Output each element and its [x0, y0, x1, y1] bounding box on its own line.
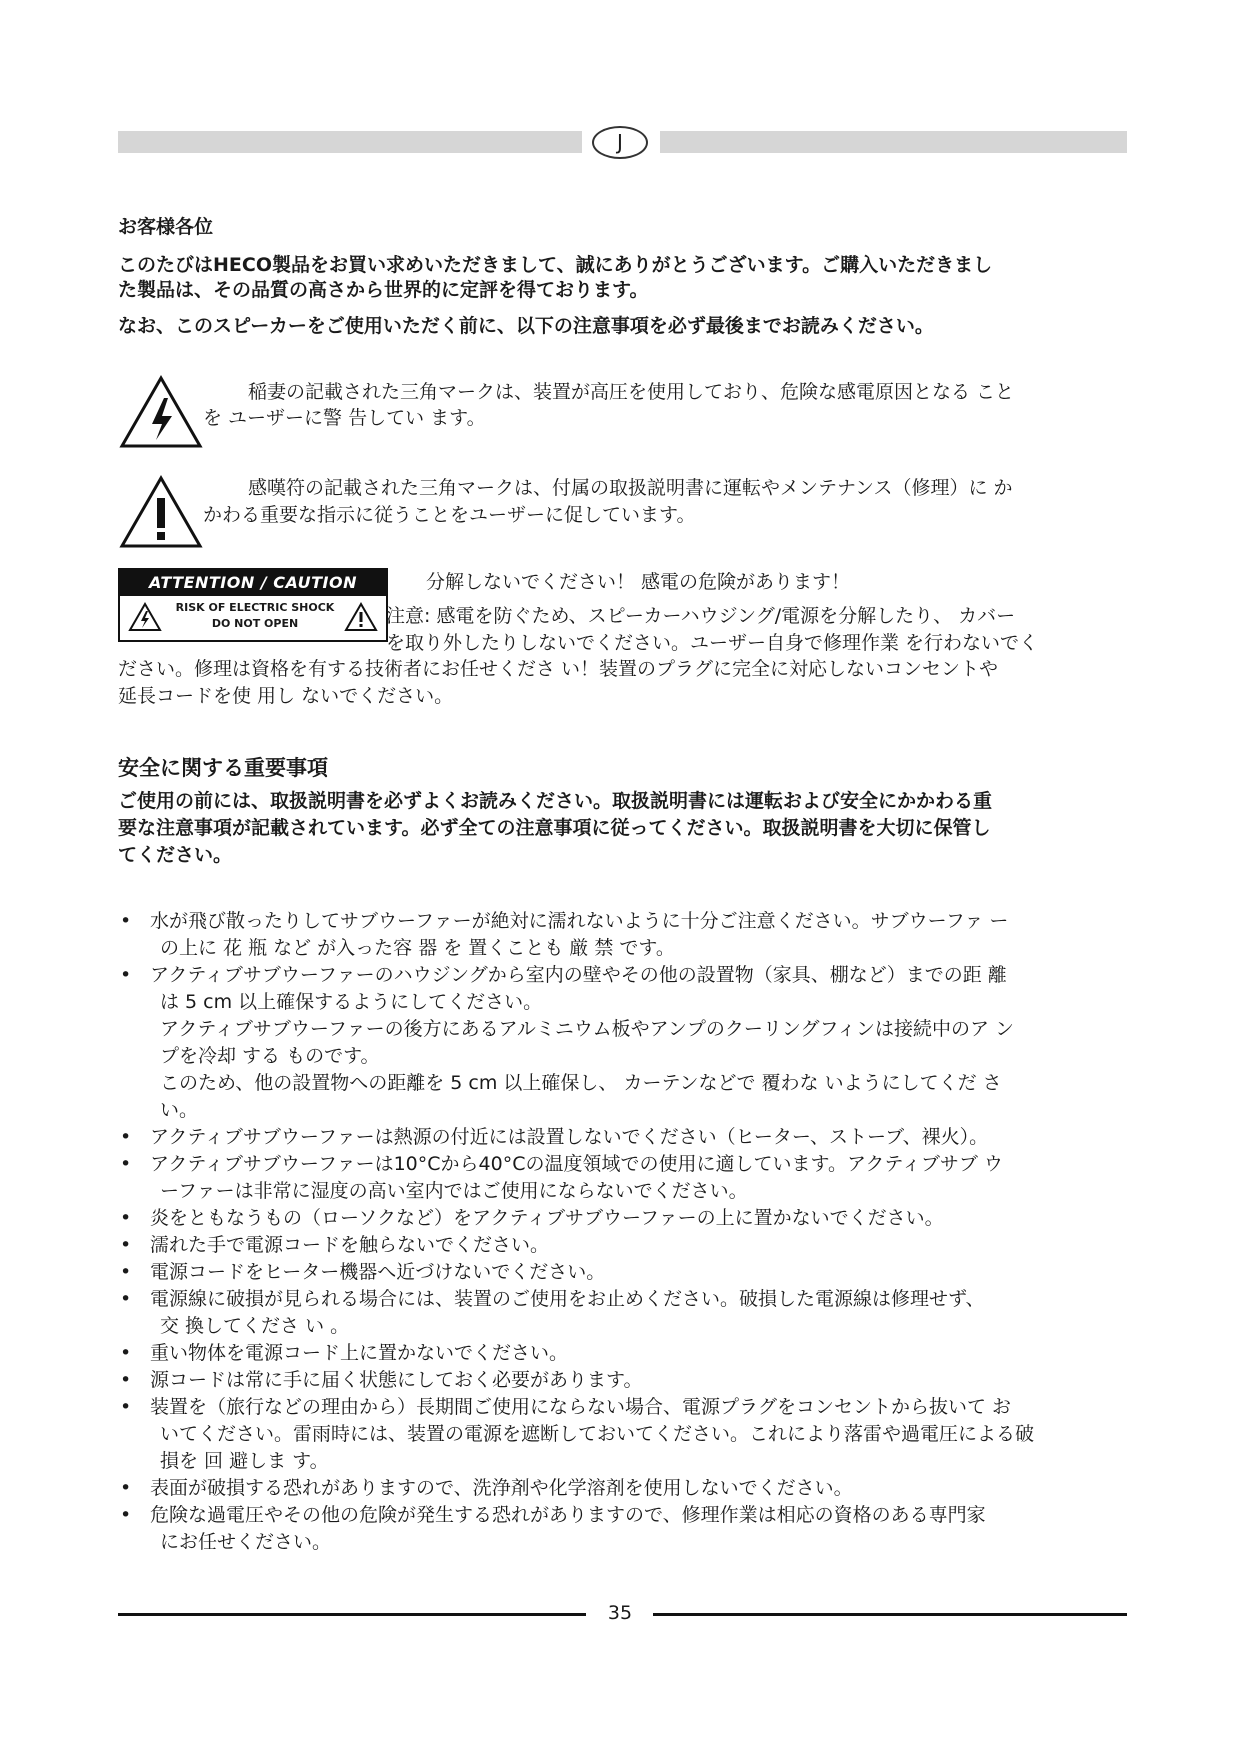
- caution-text-a: 分解しないでください！ 感電の危険があります！: [426, 571, 851, 593]
- greeting: お客様各位: [118, 216, 214, 238]
- safety-bullet-item: [118, 962, 1158, 1124]
- caution-label-title: ATTENTION / CAUTION: [120, 570, 386, 596]
- safety-lead-c: てください。: [118, 844, 233, 866]
- bullet-line: • 炎をともなうもの（ローソクなど）をアクティブサブウーファーの上に置かないでください。: [150, 1207, 944, 1229]
- footer-rule-left: [118, 1613, 586, 1616]
- safety-bullet-list: [118, 908, 1158, 1556]
- exclamation-text-a: 感嘆符の記載された三角マークは、付属の取扱説明書に運転やメンテナンス（修理）に か: [248, 477, 1013, 499]
- safety-bullet-item: [118, 1475, 1158, 1502]
- bullet-line: • 装置を（旅行などの理由から）長期間ご使用にならない場合、電源プラグをコンセントから抜いて お: [150, 1396, 1012, 1418]
- bullet-line: • 水が飛び散ったりしてサブウーファーが絶対に濡れないように十分ご注意ください。サブウーファ ー: [150, 910, 1009, 932]
- caution-text-e: 延長コードを使 用し ないでください。: [118, 685, 454, 707]
- lightning-text-b: を ユーザーに警 告してい ます。: [203, 407, 486, 429]
- bullet-line: ーファーは非常に湿度の高い室内ではご使用にならないでください。: [160, 1180, 748, 1202]
- safety-bullet-item: [118, 1205, 1158, 1232]
- caution-label-line-2: DO NOT OPEN: [211, 617, 299, 630]
- intro-line-1a: このたびはHECO製品をお買い求めいただきまして、誠にありがとうございます。ご購入いただきまし: [118, 254, 993, 276]
- exclamation-warning-icon: [118, 474, 204, 550]
- caution-label-line-1: RISK OF ELECTRIC SHOCK: [175, 601, 335, 614]
- page-number: 35: [607, 1602, 633, 1624]
- bullet-line: • 濡れた手で電源コードを触らないでください。: [150, 1234, 550, 1256]
- exclamation-text-b: かわる重要な指示に従うことをユーザーに促しています。: [203, 504, 696, 526]
- bullet-line: • 電源コードをヒーター機器へ近づけないでください。: [150, 1261, 606, 1283]
- language-badge: J: [592, 126, 648, 159]
- safety-bullet-item: [118, 1367, 1158, 1394]
- caution-label: [118, 568, 388, 642]
- bullet-line: プを冷却 する ものです。: [160, 1045, 380, 1067]
- safety-bullet-item: [118, 1151, 1158, 1205]
- bullet-line: • アクティブサブウーファーは熱源の付近には設置しないでください（ヒーター、ストーブ、裸火）。: [150, 1126, 989, 1148]
- bullet-line: • 表面が破損する恐れがありますので、洗浄剤や化学溶剤を使用しないでください。: [150, 1477, 853, 1499]
- header-band-left: [118, 131, 582, 153]
- safety-bullet-item: [118, 1340, 1158, 1367]
- safety-bullet-item: [118, 1259, 1158, 1286]
- bullet-line: の上に 花 瓶 など が入った容 器 を 置くことも 厳 禁 です。: [160, 937, 675, 959]
- intro-line-2: なお、このスピーカーをご使用いただく前に、以下の注意事項を必ず最後までお読みください。: [118, 315, 934, 337]
- caution-text-d: ださい。修理は資格を有する技術者にお任せくださ い！装置のプラグに完全に対応しないコンセントや: [118, 658, 999, 680]
- safety-bullet-item: [118, 1394, 1158, 1475]
- footer-rule-right: [653, 1613, 1127, 1616]
- bullet-line: • 危険な過電圧やその他の危険が発生する恐れがありますので、修理作業は相応の資格のある専門家: [150, 1504, 986, 1526]
- bullet-line: • アクティブサブウーファーは10°Cから40°Cの温度領域での使用に適しています。アクティブサブ ウ: [150, 1153, 1003, 1175]
- safety-bullet-item: [118, 1232, 1158, 1259]
- bullet-line: • 電源線に破損が見られる場合には、装置のご使用をお止めください。破損した電源線は修理せず、: [150, 1288, 985, 1310]
- bullet-line: は 5 cm 以上確保するようにしてください。: [160, 991, 543, 1013]
- safety-heading: 安全に関する重要事項: [118, 756, 328, 780]
- header-band-right: [660, 131, 1127, 153]
- bullet-line: 交 換してくださ い 。: [160, 1315, 350, 1337]
- safety-bullet-item: [118, 1124, 1158, 1151]
- bullet-line: いてください。雷雨時には、装置の電源を遮断しておいてください。これにより落雷や過電圧による破: [160, 1423, 1035, 1445]
- bullet-line: アクティブサブウーファーの後方にあるアルミニウム板やアンプのクーリングフィンは接続中のア ン: [160, 1018, 1015, 1040]
- intro-line-1b: た製品は、その品質の高さから世界的に定評を得ております。: [118, 279, 649, 301]
- bullet-line: • 源コードは常に手に届く状態にしておく必要があります。: [150, 1369, 643, 1391]
- caution-text-c: を取り外したりしないでください。ユーザー自身で修理作業 を行わないでく: [386, 632, 1039, 654]
- bullet-line: 損を 回 避しま す。: [160, 1450, 329, 1472]
- caution-exclamation-icon: [344, 602, 378, 632]
- high-voltage-warning-icon: [118, 374, 204, 450]
- bullet-line: • アクティブサブウーファーのハウジングから室内の壁やその他の設置物（家具、棚など）までの距 離: [150, 964, 1007, 986]
- safety-bullet-item: [118, 1502, 1158, 1556]
- safety-bullet-item: [118, 908, 1158, 962]
- bullet-line: にお任せください。: [160, 1531, 332, 1553]
- caution-lightning-icon: [128, 602, 162, 632]
- safety-lead-a: ご使用の前には、取扱説明書を必ずよくお読みください。取扱説明書には運転および安全にかかわる重: [118, 790, 993, 812]
- lightning-text-a: 稲妻の記載された三角マークは、装置が高圧を使用しており、危険な感電原因となる こと: [248, 381, 1015, 403]
- caution-text-b: 注意: 感電を防ぐため、スピーカーハウジング/電源を分解したり、 カバー: [386, 605, 1016, 627]
- bullet-line: • 重い物体を電源コード上に置かないでください。: [150, 1342, 569, 1364]
- bullet-line: い。: [160, 1099, 199, 1121]
- safety-bullet-item: [118, 1286, 1158, 1340]
- safety-lead-b: 要な注意事項が記載されています。必ず全ての注意事項に従ってください。取扱説明書を大切に保管し: [118, 817, 991, 839]
- bullet-line: このため、他の設置物への距離を 5 cm 以上確保し、 カーテンなどで 覆わな いようにしてくだ さ: [160, 1072, 1002, 1094]
